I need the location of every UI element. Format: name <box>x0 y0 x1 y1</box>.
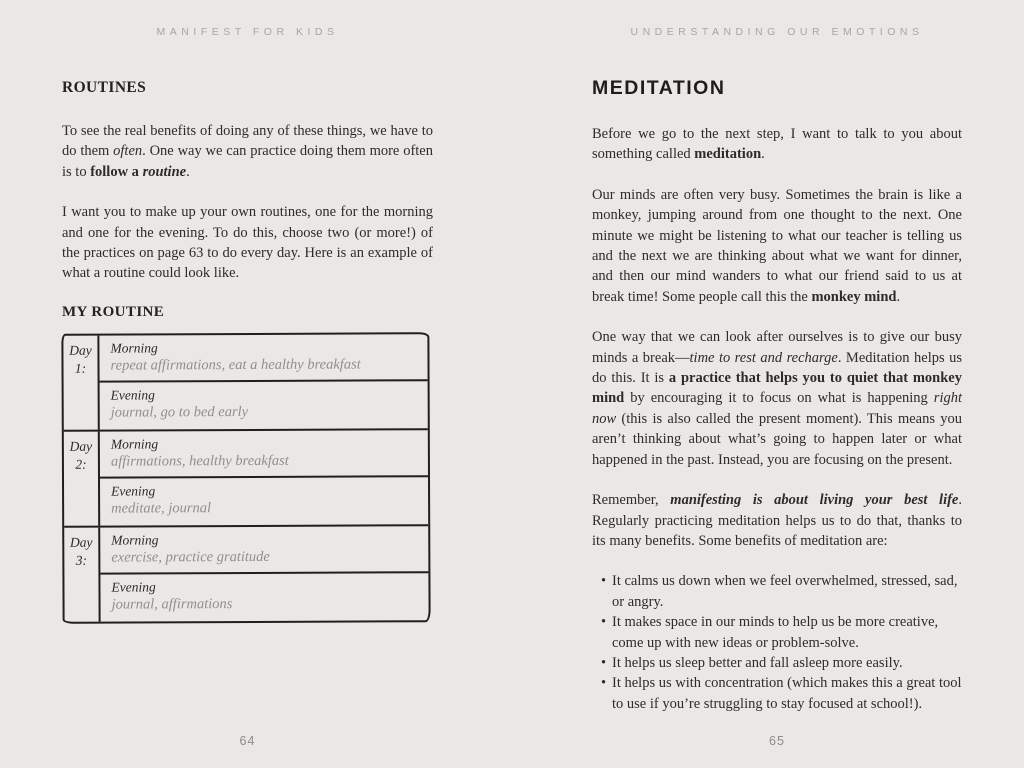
bullet-icon: • <box>601 675 607 692</box>
day-1-morning-row <box>99 334 427 382</box>
morning-label: Morning <box>110 436 159 452</box>
day-3-evening-row <box>100 573 428 621</box>
benefits-list <box>592 571 962 714</box>
morning-label: Morning <box>111 532 159 548</box>
routine-day-1 <box>63 334 427 432</box>
day-3-morning-row <box>100 526 428 574</box>
meditation-paragraph-2: Our minds are often very busy. Sometimes the brain is like a monkey, jumping around from one thought to the next. One minute we might be listening to what our teacher is telling us and the next we are thinking about what we want for dinner, and then our mind wanders to what our friend said to us at break time! Some people call this the monkey mind. <box>592 186 962 305</box>
routines-paragraph-2: I want you to make up your own routines, one for the morning and one for the evening. To do this, choose two (or more!) of the practices on page 63 to do every day. Here is an example of what a routine could look like. <box>62 204 433 282</box>
benefit-text: It calms us down when we feel overwhelmed, stressed, sad, or angry. <box>612 573 958 610</box>
evening-label: Evening <box>111 579 156 595</box>
day-1-evening-row <box>100 381 428 429</box>
day-2-label <box>64 431 100 525</box>
right-running-head: UNDERSTANDING OUR EMOTIONS <box>630 26 924 38</box>
morning-value: affirmations, healthy breakfast <box>110 452 289 470</box>
day-word: Day <box>69 342 92 358</box>
day-2-evening-row <box>100 477 428 525</box>
left-page-number: 64 <box>239 734 256 748</box>
bullet-icon: • <box>601 654 607 671</box>
evening-value: journal, affirmations <box>111 595 233 613</box>
meditation-paragraph-1: Before we go to the next step, I want to talk to you about something called meditation. <box>592 126 962 163</box>
day-number: 3: <box>75 552 88 568</box>
benefit-item-1 <box>601 571 962 612</box>
routines-paragraph-1: To see the real benefits of doing any of these things, we have to do them often. One way we can practice doing them more often is to follow a routine. <box>62 123 433 180</box>
bullet-icon: • <box>601 573 607 590</box>
routine-day-3 <box>64 526 428 622</box>
evening-value: meditate, journal <box>111 499 212 517</box>
benefit-text: It helps us sleep better and fall asleep more easily. <box>612 654 903 671</box>
benefit-item-2 <box>601 612 962 653</box>
benefit-item-4 <box>601 673 962 714</box>
benefit-text: It helps us with concentration (which makes this a great tool to use if you’re struggling to stay focused at school!). <box>612 675 962 712</box>
day-3-label <box>64 527 100 621</box>
right-page-number: 65 <box>769 734 785 748</box>
meditation-paragraph-3: One way that we can look after ourselves is to give our busy minds a break—time to rest and recharge. Meditation helps us do this. It is a practice that helps you to quiet that monkey mind by encouraging it to focus on what is happening right now (this is also called the present moment). This means you aren’t thinking about what’s going to happen later or what happened in the past. Instead, you are focusing on the present. <box>592 329 962 468</box>
day-1-label <box>63 335 99 429</box>
benefit-text: It makes space in our minds to help us be more creative, come up with new ideas or problem-solve. <box>612 614 939 651</box>
morning-value: exercise, practice gratitude <box>111 548 270 566</box>
benefit-item-3 <box>601 653 962 673</box>
meditation-paragraph-4: Remember, manifesting is about living your best life. Regularly practicing meditation helps us to do that, thanks to its many benefits. Some benefits of meditation are: <box>592 492 962 549</box>
day-2-morning-row <box>100 430 428 478</box>
evening-value: journal, go to bed early <box>110 403 249 421</box>
bullet-icon: • <box>601 614 607 631</box>
day-number: 1: <box>74 360 87 376</box>
left-page <box>62 0 433 768</box>
routines-heading: ROUTINES <box>62 79 147 96</box>
morning-value: repeat affirmations, eat a healthy breakfast <box>110 356 361 374</box>
left-running-head: MANIFEST FOR KIDS <box>156 26 339 38</box>
meditation-heading: MEDITATION <box>592 77 726 99</box>
day-word: Day <box>69 534 93 550</box>
my-routine-heading: MY ROUTINE <box>62 303 165 320</box>
day-number: 2: <box>75 456 87 472</box>
day-word: Day <box>69 438 93 454</box>
morning-label: Morning <box>110 340 158 356</box>
routine-day-2 <box>64 430 428 528</box>
right-page <box>592 0 962 768</box>
routine-table <box>61 332 430 624</box>
evening-label: Evening <box>111 483 156 499</box>
evening-label: Evening <box>110 387 155 403</box>
